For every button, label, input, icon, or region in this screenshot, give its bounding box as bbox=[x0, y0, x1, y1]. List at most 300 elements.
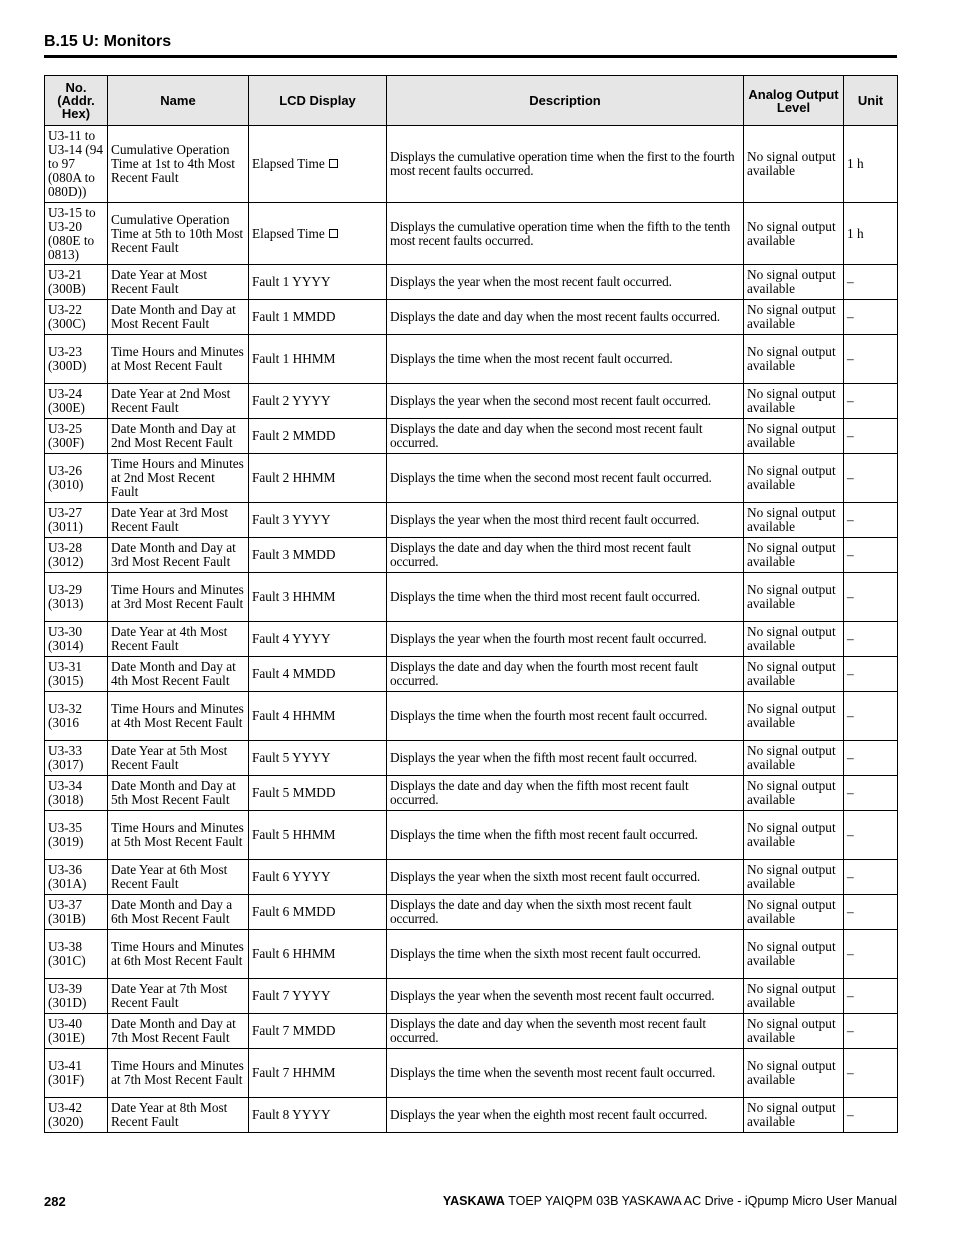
cell-lcd-display-text: Fault 5 MMDD bbox=[252, 785, 336, 800]
cell-lcd-display-text: Fault 4 MMDD bbox=[252, 666, 336, 681]
cell-lcd-display bbox=[249, 692, 387, 741]
header-name: Name bbox=[108, 76, 249, 126]
cell-unit-text: – bbox=[847, 869, 854, 884]
cell-unit bbox=[844, 573, 898, 622]
cell-no-text: U3-33 (3017) bbox=[48, 743, 84, 772]
cell-description-text: Displays the year when the most third recent fault occurred. bbox=[390, 512, 700, 527]
cell-unit bbox=[844, 860, 898, 895]
cell-description-text: Displays the date and day when the second most recent fault occurred. bbox=[390, 421, 703, 450]
cell-description bbox=[387, 300, 744, 335]
cell-analog-output-text: No signal output available bbox=[747, 1058, 836, 1087]
cell-unit-text: – bbox=[847, 351, 854, 366]
cell-lcd-display-text: Fault 1 HHMM bbox=[252, 351, 336, 366]
cell-unit-text: – bbox=[847, 631, 854, 646]
cell-name-text: Time Hours and Minutes at 6th Most Recent Fault bbox=[111, 939, 244, 968]
cell-name bbox=[108, 538, 249, 573]
cell-description bbox=[387, 979, 744, 1014]
cell-unit bbox=[844, 454, 898, 503]
cell-analog-output-text: No signal output available bbox=[747, 505, 836, 534]
cell-description-text: Displays the date and day when the most recent faults occurred. bbox=[390, 309, 720, 324]
cell-lcd-display bbox=[249, 930, 387, 979]
cell-description-text: Displays the year when the second most recent fault occurred. bbox=[390, 393, 711, 408]
cell-analog-output bbox=[744, 657, 844, 692]
cell-no bbox=[45, 895, 108, 930]
cell-lcd-display-text: Fault 4 HHMM bbox=[252, 708, 336, 723]
table-row bbox=[45, 573, 898, 622]
table-row bbox=[45, 741, 898, 776]
cell-analog-output-text: No signal output available bbox=[747, 1100, 836, 1129]
cell-name-text: Date Month and Day at 4th Most Recent Fault bbox=[111, 659, 236, 688]
cell-name bbox=[108, 622, 249, 657]
cell-unit bbox=[844, 1098, 898, 1133]
cell-lcd-display-text: Fault 6 HHMM bbox=[252, 946, 336, 961]
cell-description bbox=[387, 573, 744, 622]
cell-description bbox=[387, 622, 744, 657]
cell-analog-output bbox=[744, 860, 844, 895]
cell-name bbox=[108, 503, 249, 538]
cell-analog-output-text: No signal output available bbox=[747, 582, 836, 611]
cell-description-text: Displays the time when the most recent fault occurred. bbox=[390, 351, 673, 366]
cell-lcd-display bbox=[249, 657, 387, 692]
cell-no bbox=[45, 930, 108, 979]
cell-analog-output bbox=[744, 126, 844, 203]
cell-analog-output bbox=[744, 895, 844, 930]
table-row bbox=[45, 979, 898, 1014]
cell-unit bbox=[844, 657, 898, 692]
cell-name-text: Date Year at 5th Most Recent Fault bbox=[111, 743, 228, 772]
cell-description bbox=[387, 860, 744, 895]
cell-lcd-display-text: Fault 2 YYYY bbox=[252, 393, 331, 408]
cell-lcd-display-text: Fault 1 YYYY bbox=[252, 274, 331, 289]
cell-description-text: Displays the year when the sixth most recent fault occurred. bbox=[390, 869, 701, 884]
cell-description bbox=[387, 1049, 744, 1098]
cell-no bbox=[45, 126, 108, 203]
cell-analog-output bbox=[744, 979, 844, 1014]
cell-lcd-display bbox=[249, 454, 387, 503]
cell-name bbox=[108, 811, 249, 860]
cell-description bbox=[387, 419, 744, 454]
cell-unit bbox=[844, 265, 898, 300]
cell-no bbox=[45, 692, 108, 741]
cell-unit-text: – bbox=[847, 428, 854, 443]
table-row bbox=[45, 692, 898, 741]
cell-description-text: Displays the time when the third most recent fault occurred. bbox=[390, 589, 701, 604]
cell-unit bbox=[844, 503, 898, 538]
cell-lcd-display-text: Fault 2 MMDD bbox=[252, 428, 336, 443]
cell-lcd-display-text: Fault 3 MMDD bbox=[252, 547, 336, 562]
cell-analog-output bbox=[744, 538, 844, 573]
table-row bbox=[45, 776, 898, 811]
cell-name-text: Date Year at 3rd Most Recent Fault bbox=[111, 505, 229, 534]
cell-name-text: Date Year at 4th Most Recent Fault bbox=[111, 624, 228, 653]
cell-description-text: Displays the time when the seventh most recent fault occurred. bbox=[390, 1065, 716, 1080]
cell-name bbox=[108, 979, 249, 1014]
cell-description-text: Displays the date and day when the seventh most recent fault occurred. bbox=[390, 1016, 706, 1045]
cell-no-text: U3-27 (3011) bbox=[48, 505, 83, 534]
cell-name bbox=[108, 335, 249, 384]
cell-name bbox=[108, 300, 249, 335]
cell-name-text: Date Year at 7th Most Recent Fault bbox=[111, 981, 228, 1010]
cell-analog-output-text: No signal output available bbox=[747, 862, 836, 891]
cell-analog-output bbox=[744, 692, 844, 741]
cell-no-text: U3-29 (3013) bbox=[48, 582, 84, 611]
cell-no bbox=[45, 300, 108, 335]
cell-no-text: U3-39 (301D) bbox=[48, 981, 87, 1010]
cell-analog-output bbox=[744, 265, 844, 300]
cell-description bbox=[387, 930, 744, 979]
table-row bbox=[45, 895, 898, 930]
cell-no-text: U3-41 (301F) bbox=[48, 1058, 85, 1087]
cell-analog-output bbox=[744, 1014, 844, 1049]
cell-lcd-display-text: Fault 5 YYYY bbox=[252, 750, 331, 765]
cell-unit-text: – bbox=[847, 512, 854, 527]
cell-analog-output bbox=[744, 1098, 844, 1133]
cell-analog-output bbox=[744, 811, 844, 860]
cell-name-text: Date Year at 2nd Most Recent Fault bbox=[111, 386, 231, 415]
cell-analog-output bbox=[744, 741, 844, 776]
table-row bbox=[45, 860, 898, 895]
monitor-table bbox=[44, 75, 898, 1133]
cell-unit bbox=[844, 203, 898, 265]
cell-no bbox=[45, 573, 108, 622]
cell-analog-output-text: No signal output available bbox=[747, 701, 836, 730]
cell-no bbox=[45, 265, 108, 300]
cell-lcd-display bbox=[249, 300, 387, 335]
cell-no bbox=[45, 335, 108, 384]
cell-name bbox=[108, 126, 249, 203]
cell-lcd-display-text: Fault 5 HHMM bbox=[252, 827, 336, 842]
square-symbol-icon bbox=[329, 229, 338, 238]
cell-description-text: Displays the time when the fifth most recent fault occurred. bbox=[390, 827, 698, 842]
cell-name-text: Time Hours and Minutes at 4th Most Recent Fault bbox=[111, 701, 244, 730]
cell-unit-text: – bbox=[847, 666, 854, 681]
cell-description-text: Displays the time when the sixth most recent fault occurred. bbox=[390, 946, 701, 961]
cell-name bbox=[108, 930, 249, 979]
table-row bbox=[45, 622, 898, 657]
table-row bbox=[45, 503, 898, 538]
cell-lcd-display-text: Fault 6 MMDD bbox=[252, 904, 336, 919]
cell-lcd-display bbox=[249, 573, 387, 622]
cell-no bbox=[45, 419, 108, 454]
cell-description-text: Displays the year when the most recent fault occurred. bbox=[390, 274, 672, 289]
table-row bbox=[45, 335, 898, 384]
cell-unit bbox=[844, 1049, 898, 1098]
cell-no-text: U3-36 (301A) bbox=[48, 862, 87, 891]
cell-unit bbox=[844, 538, 898, 573]
cell-analog-output-text: No signal output available bbox=[747, 218, 836, 248]
cell-lcd-display bbox=[249, 384, 387, 419]
cell-lcd-display bbox=[249, 860, 387, 895]
cell-unit-text: – bbox=[847, 470, 854, 485]
cell-lcd-display bbox=[249, 335, 387, 384]
cell-description-text: Displays the year when the seventh most recent fault occurred. bbox=[390, 988, 715, 1003]
table-row bbox=[45, 811, 898, 860]
table-row bbox=[45, 657, 898, 692]
cell-lcd-display bbox=[249, 203, 387, 265]
cell-lcd-display bbox=[249, 126, 387, 203]
cell-analog-output bbox=[744, 454, 844, 503]
cell-analog-output-text: No signal output available bbox=[747, 386, 836, 415]
cell-description bbox=[387, 538, 744, 573]
table-row bbox=[45, 203, 898, 265]
cell-no-text: U3-28 (3012) bbox=[48, 540, 84, 569]
cell-unit bbox=[844, 979, 898, 1014]
cell-description bbox=[387, 692, 744, 741]
footer-manual-title bbox=[443, 1194, 897, 1208]
cell-name-text: Date Year at 6th Most Recent Fault bbox=[111, 862, 228, 891]
cell-analog-output-text: No signal output available bbox=[747, 897, 836, 926]
header-lcd-display: LCD Display bbox=[249, 76, 387, 126]
cell-no-text: U3-30 (3014) bbox=[48, 624, 84, 653]
cell-name-text: Date Month and Day at Most Recent Fault bbox=[111, 302, 236, 331]
cell-no bbox=[45, 979, 108, 1014]
cell-analog-output bbox=[744, 776, 844, 811]
cell-analog-output-text: No signal output available bbox=[747, 624, 836, 653]
cell-name-text: Time Hours and Minutes at 3rd Most Recent Fault bbox=[111, 582, 244, 611]
cell-no-text: U3-26 (3010) bbox=[48, 463, 84, 492]
cell-no-text: U3-31 (3015) bbox=[48, 659, 84, 688]
cell-name-text: Date Month and Day at 7th Most Recent Fault bbox=[111, 1016, 236, 1045]
cell-unit-text: – bbox=[847, 946, 854, 961]
table-row bbox=[45, 1098, 898, 1133]
cell-no bbox=[45, 741, 108, 776]
section-title: B.15 U: Monitors bbox=[44, 33, 172, 50]
cell-no bbox=[45, 384, 108, 419]
cell-no bbox=[45, 454, 108, 503]
cell-analog-output bbox=[744, 1049, 844, 1098]
cell-description bbox=[387, 1014, 744, 1049]
cell-unit bbox=[844, 776, 898, 811]
cell-unit bbox=[844, 622, 898, 657]
cell-no bbox=[45, 1014, 108, 1049]
cell-analog-output bbox=[744, 503, 844, 538]
cell-name bbox=[108, 203, 249, 265]
footer-brand: YASKAWA bbox=[442, 1194, 505, 1208]
cell-lcd-display-text: Elapsed Time bbox=[252, 156, 325, 171]
cell-lcd-display bbox=[249, 622, 387, 657]
cell-lcd-display-text: Fault 2 HHMM bbox=[252, 470, 336, 485]
cell-lcd-display-text: Fault 8 YYYY bbox=[252, 1107, 331, 1122]
cell-unit bbox=[844, 741, 898, 776]
cell-description bbox=[387, 776, 744, 811]
cell-unit-text: – bbox=[847, 988, 854, 1003]
cell-description-text: Displays the date and day when the sixth most recent fault occurred. bbox=[390, 897, 692, 926]
cell-name-text: Date Month and Day at 5th Most Recent Fault bbox=[111, 778, 236, 807]
cell-description-text: Displays the year when the fourth most recent fault occurred. bbox=[390, 631, 707, 646]
cell-description-text: Displays the time when the second most recent fault occurred. bbox=[390, 470, 712, 485]
cell-name bbox=[108, 1049, 249, 1098]
cell-analog-output bbox=[744, 573, 844, 622]
cell-unit-text: – bbox=[847, 827, 854, 842]
cell-unit-text: – bbox=[847, 904, 854, 919]
header-no: No. (Addr. Hex) bbox=[45, 76, 108, 126]
cell-lcd-display bbox=[249, 776, 387, 811]
table-row bbox=[45, 384, 898, 419]
cell-lcd-display bbox=[249, 895, 387, 930]
cell-unit bbox=[844, 692, 898, 741]
cell-no-text: U3-38 (301C) bbox=[48, 939, 86, 968]
cell-no bbox=[45, 622, 108, 657]
cell-lcd-display-text: Fault 1 MMDD bbox=[252, 309, 336, 324]
cell-analog-output-text: No signal output available bbox=[747, 1016, 836, 1045]
cell-lcd-display-text: Fault 6 YYYY bbox=[252, 869, 331, 884]
cell-name bbox=[108, 454, 249, 503]
cell-unit-text: – bbox=[847, 589, 854, 604]
cell-unit bbox=[844, 419, 898, 454]
cell-no-text: U3-11 to U3-14 (94 to 97 (080A to 080D)) bbox=[48, 128, 104, 199]
cell-description-text: Displays the date and day when the fifth most recent fault occurred. bbox=[390, 778, 689, 807]
header-unit: Unit bbox=[844, 76, 898, 126]
cell-lcd-display bbox=[249, 811, 387, 860]
cell-analog-output-text: No signal output available bbox=[747, 820, 836, 849]
cell-analog-output-text: No signal output available bbox=[747, 939, 836, 968]
cell-no-text: U3-25 (300F) bbox=[48, 421, 85, 450]
cell-no bbox=[45, 538, 108, 573]
cell-analog-output bbox=[744, 300, 844, 335]
cell-lcd-display bbox=[249, 1098, 387, 1133]
cell-unit-text: – bbox=[847, 1023, 854, 1038]
cell-analog-output bbox=[744, 384, 844, 419]
cell-unit bbox=[844, 335, 898, 384]
cell-no-text: U3-15 to U3-20 (080E to 0813) bbox=[48, 204, 96, 262]
cell-unit bbox=[844, 384, 898, 419]
cell-no-text: U3-35 (3019) bbox=[48, 820, 84, 849]
cell-unit-text: – bbox=[847, 274, 854, 289]
cell-description bbox=[387, 126, 744, 203]
cell-description-text: Displays the year when the fifth most recent fault occurred. bbox=[390, 750, 698, 765]
cell-description bbox=[387, 1098, 744, 1133]
cell-name-text: Time Hours and Minutes at 7th Most Recent Fault bbox=[111, 1058, 244, 1087]
cell-lcd-display-text: Fault 7 MMDD bbox=[252, 1023, 336, 1038]
cell-no-text: U3-40 (301E) bbox=[48, 1016, 85, 1045]
cell-analog-output-text: No signal output available bbox=[747, 344, 836, 373]
cell-analog-output bbox=[744, 419, 844, 454]
cell-unit-text: – bbox=[847, 708, 854, 723]
cell-lcd-display-text: Fault 4 YYYY bbox=[252, 631, 331, 646]
cell-no-text: U3-34 (3018) bbox=[48, 778, 84, 807]
cell-name-text: Time Hours and Minutes at 2nd Most Recent Fault bbox=[111, 456, 244, 499]
cell-description-text: Displays the year when the eighth most recent fault occurred. bbox=[390, 1107, 708, 1122]
cell-no-text: U3-32 (3016 bbox=[48, 701, 82, 730]
cell-name-text: Date Year at Most Recent Fault bbox=[111, 267, 208, 296]
cell-name bbox=[108, 419, 249, 454]
cell-analog-output-text: No signal output available bbox=[747, 540, 836, 569]
cell-name bbox=[108, 895, 249, 930]
cell-description bbox=[387, 454, 744, 503]
cell-analog-output-text: No signal output available bbox=[747, 778, 836, 807]
cell-no-text: U3-22 (300C) bbox=[48, 302, 86, 331]
cell-analog-output-text: No signal output available bbox=[747, 149, 836, 178]
cell-lcd-display bbox=[249, 1049, 387, 1098]
cell-name bbox=[108, 692, 249, 741]
cell-lcd-display bbox=[249, 1014, 387, 1049]
cell-description-text: Displays the date and day when the third most recent fault occurred. bbox=[390, 540, 691, 569]
table-row bbox=[45, 538, 898, 573]
cell-name bbox=[108, 265, 249, 300]
cell-no bbox=[45, 657, 108, 692]
cell-description bbox=[387, 203, 744, 265]
cell-lcd-display bbox=[249, 265, 387, 300]
cell-no bbox=[45, 203, 108, 265]
cell-analog-output-text: No signal output available bbox=[747, 267, 836, 296]
cell-unit-text: – bbox=[847, 309, 854, 324]
cell-description bbox=[387, 657, 744, 692]
cell-name-text: Date Month and Day at 2nd Most Recent Fault bbox=[111, 421, 236, 450]
cell-name bbox=[108, 573, 249, 622]
header-analog-output: Analog Output Level bbox=[744, 76, 844, 126]
table-row bbox=[45, 300, 898, 335]
cell-analog-output-text: No signal output available bbox=[747, 421, 836, 450]
cell-unit-text: 1 h bbox=[847, 156, 864, 171]
title-rule bbox=[44, 55, 897, 58]
cell-name bbox=[108, 657, 249, 692]
cell-description bbox=[387, 811, 744, 860]
cell-unit-text: – bbox=[847, 547, 854, 562]
cell-unit-text: – bbox=[847, 1107, 854, 1122]
cell-no-text: U3-24 (300E) bbox=[48, 386, 85, 415]
cell-no-text: U3-23 (300D) bbox=[48, 344, 87, 373]
table-row bbox=[45, 126, 898, 203]
cell-no bbox=[45, 1098, 108, 1133]
cell-name bbox=[108, 860, 249, 895]
cell-lcd-display bbox=[249, 503, 387, 538]
cell-description bbox=[387, 503, 744, 538]
cell-lcd-display bbox=[249, 979, 387, 1014]
cell-no bbox=[45, 811, 108, 860]
cell-name bbox=[108, 384, 249, 419]
cell-description bbox=[387, 384, 744, 419]
cell-description-text: Displays the date and day when the fourth most recent fault occurred. bbox=[390, 659, 698, 688]
table-row bbox=[45, 930, 898, 979]
cell-no bbox=[45, 776, 108, 811]
cell-lcd-display-text: Fault 7 HHMM bbox=[252, 1065, 336, 1080]
cell-name-text: Time Hours and Minutes at Most Recent Fault bbox=[111, 344, 244, 373]
cell-name-text: Cumulative Operation Time at 5th to 10th Most Recent Fault bbox=[111, 211, 244, 255]
cell-name bbox=[108, 1014, 249, 1049]
cell-lcd-display bbox=[249, 538, 387, 573]
cell-unit bbox=[844, 895, 898, 930]
table-row bbox=[45, 1014, 898, 1049]
cell-name bbox=[108, 741, 249, 776]
page-number: 282 bbox=[44, 1194, 66, 1209]
table-row bbox=[45, 1049, 898, 1098]
cell-no-text: U3-21 (300B) bbox=[48, 267, 86, 296]
cell-unit-text: – bbox=[847, 1065, 854, 1080]
cell-analog-output bbox=[744, 622, 844, 657]
cell-unit-text: – bbox=[847, 393, 854, 408]
cell-analog-output bbox=[744, 930, 844, 979]
cell-name-text: Date Month and Day a 6th Most Recent Fault bbox=[111, 897, 233, 926]
cell-lcd-display bbox=[249, 419, 387, 454]
cell-description bbox=[387, 265, 744, 300]
cell-analog-output-text: No signal output available bbox=[747, 302, 836, 331]
cell-unit-text: – bbox=[847, 785, 854, 800]
square-symbol-icon bbox=[329, 159, 338, 168]
cell-name bbox=[108, 776, 249, 811]
cell-description-text: Displays the cumulative operation time when the fifth to the tenth most recent faults occurred. bbox=[390, 218, 731, 248]
cell-unit-text: 1 h bbox=[847, 225, 864, 241]
cell-description bbox=[387, 895, 744, 930]
cell-analog-output-text: No signal output available bbox=[747, 659, 836, 688]
cell-unit bbox=[844, 126, 898, 203]
cell-no bbox=[45, 1049, 108, 1098]
cell-name-text: Date Year at 8th Most Recent Fault bbox=[111, 1100, 228, 1129]
cell-no-text: U3-42 (3020) bbox=[48, 1100, 84, 1129]
cell-description bbox=[387, 741, 744, 776]
cell-analog-output bbox=[744, 335, 844, 384]
cell-name-text: Cumulative Operation Time at 1st to 4th Most Recent Fault bbox=[111, 142, 236, 185]
cell-analog-output-text: No signal output available bbox=[747, 981, 836, 1010]
